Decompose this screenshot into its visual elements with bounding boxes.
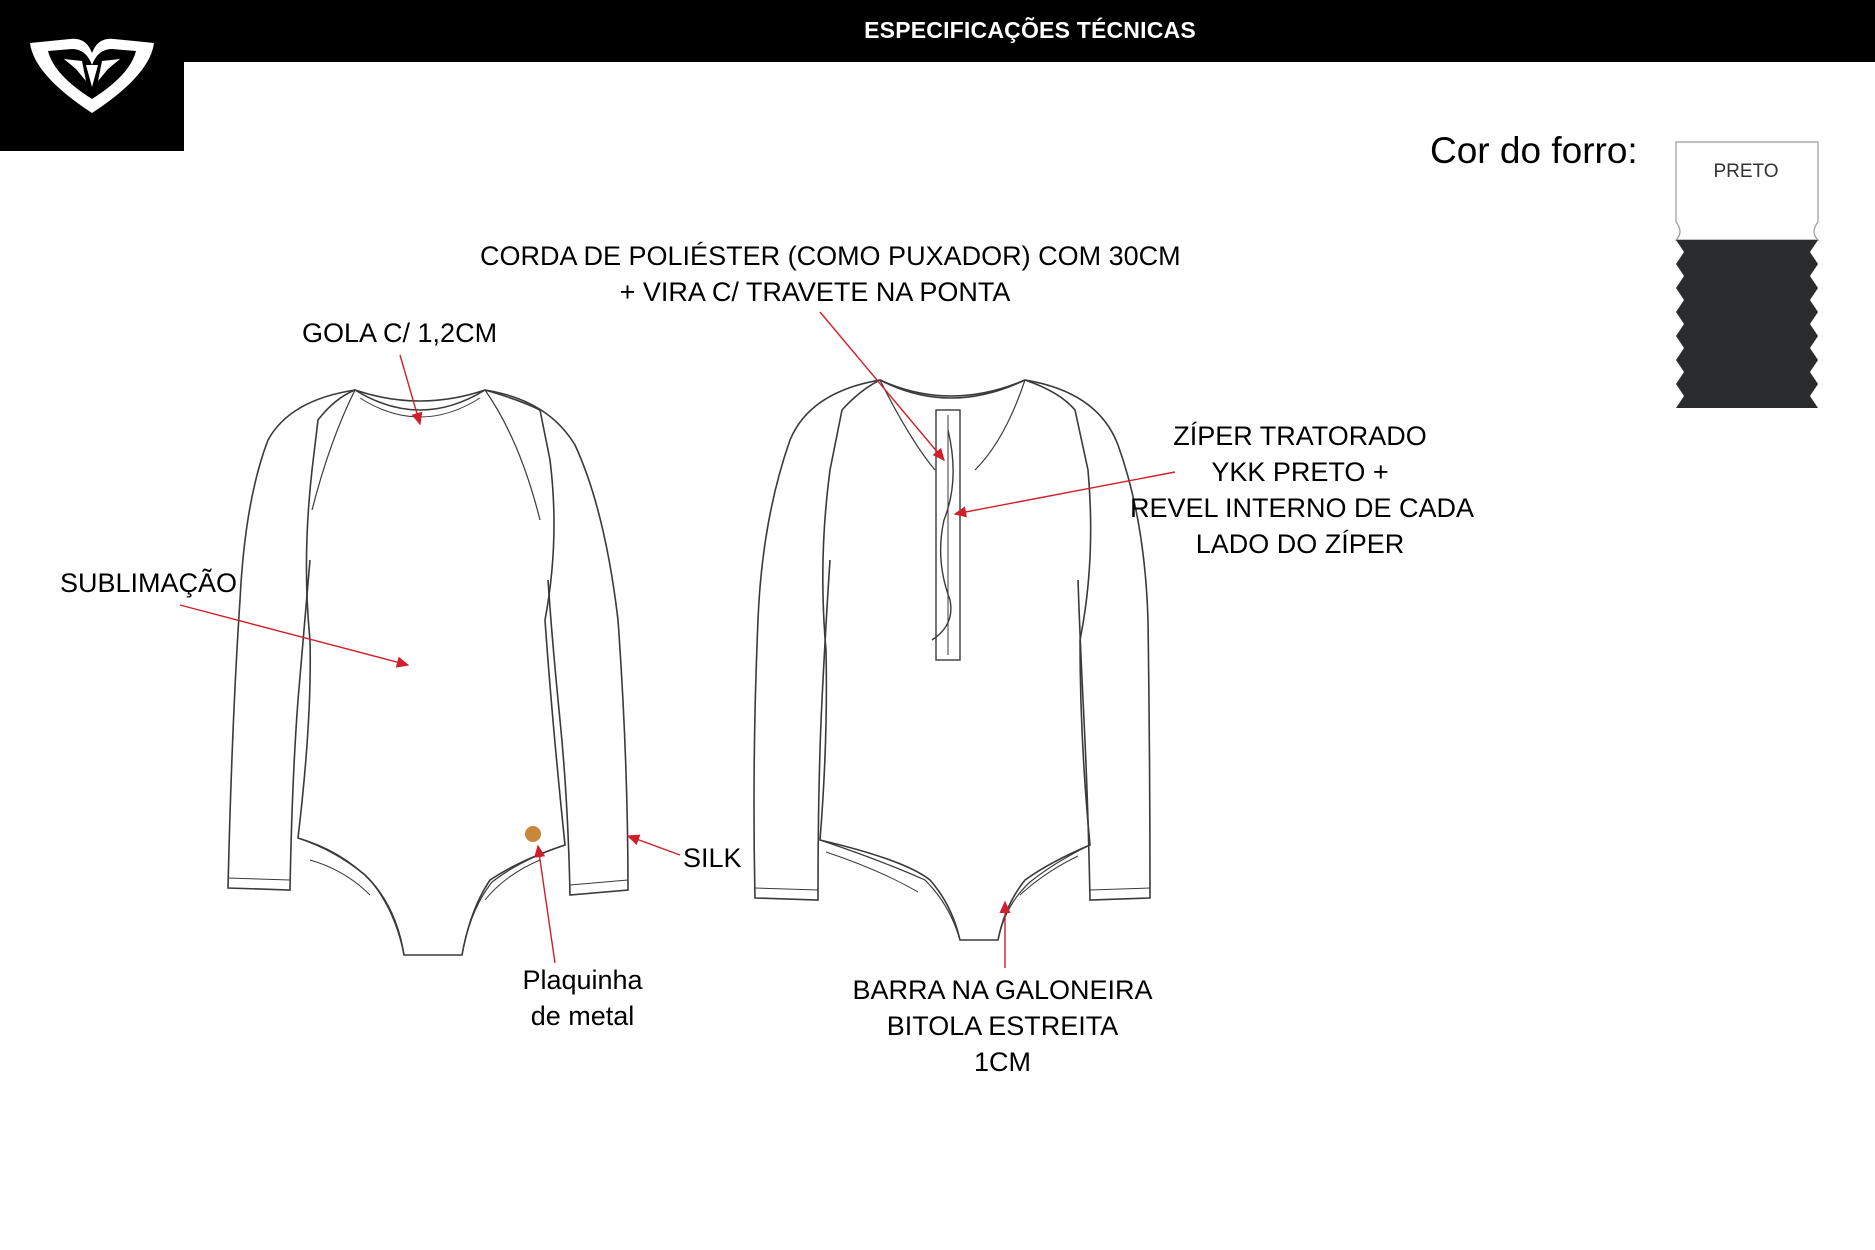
back-garment-sketch bbox=[754, 380, 1150, 940]
annotation-corda bbox=[480, 238, 1181, 310]
annotation-sublimacao: SUBLIMAÇÃO bbox=[60, 568, 238, 598]
annotation-ziper-line-1: ZÍPER TRATORADO bbox=[1173, 421, 1427, 451]
front-garment-sketch bbox=[228, 390, 628, 955]
annotation-plaquinha-line-2: de metal bbox=[530, 1001, 635, 1031]
annotation-barra-line-1: BARRA NA GALONEIRA bbox=[852, 975, 1153, 1005]
annotation-ziper bbox=[1130, 418, 1475, 562]
annotation-corda-line-1: CORDA DE POLIÉSTER (COMO PUXADOR) COM 30CM bbox=[480, 241, 1181, 271]
annotation-ziper-line-4: LADO DO ZÍPER bbox=[1195, 529, 1405, 559]
lining-color-label: Cor do forro: bbox=[1430, 130, 1638, 171]
annotation-barra-line-2: BITOLA ESTREITA bbox=[886, 1011, 1119, 1041]
annotation-silk: SILK bbox=[683, 843, 742, 873]
annotation-ziper-line-3: REVEL INTERNO DE CADA bbox=[1130, 493, 1475, 523]
annotation-gola: GOLA C/ 1,2CM bbox=[302, 318, 498, 348]
annotation-plaquinha-line-1: Plaquinha bbox=[522, 965, 643, 995]
annotation-plaquinha bbox=[510, 962, 655, 1034]
annotation-leaders bbox=[180, 312, 1175, 968]
annotation-barra bbox=[850, 972, 1155, 1080]
metal-plate-mark bbox=[525, 826, 541, 842]
page-title: ESPECIFICAÇÕES TÉCNICAS bbox=[864, 17, 1196, 43]
lining-swatch-name: PRETO bbox=[1713, 161, 1779, 182]
annotation-corda-line-2: + VIRA C/ TRAVETE NA PONTA bbox=[619, 277, 1011, 307]
annotation-ziper-line-2: YKK PRETO + bbox=[1211, 457, 1389, 487]
annotation-barra-line-3: 1CM bbox=[973, 1047, 1031, 1077]
